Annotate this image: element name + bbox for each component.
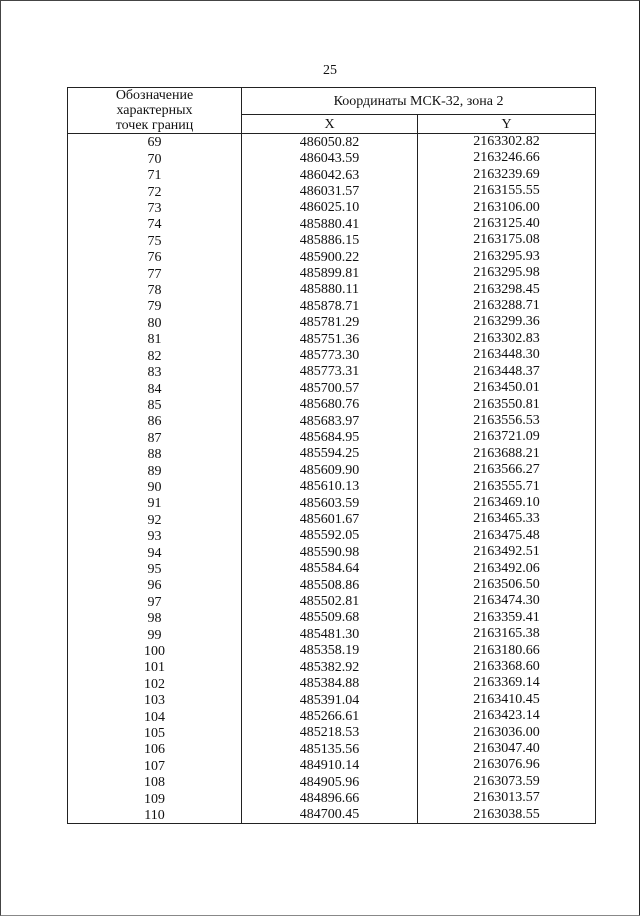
point-id-cell: 90 [68,479,242,495]
x-coordinate-cell: 485880.41 [242,216,418,232]
x-coordinate-cell: 485594.25 [242,446,418,462]
point-id-cell: 98 [68,610,242,626]
point-id-cell: 103 [68,692,242,708]
table-row [68,659,596,675]
x-coordinate-cell: 485773.30 [242,347,418,363]
x-coordinate-cell: 484910.14 [242,757,418,773]
y-coordinate-cell: 2163492.51 [418,544,596,560]
point-id-cell: 91 [68,495,242,511]
y-coordinate-cell: 2163465.33 [418,511,596,527]
point-id-cell: 93 [68,528,242,544]
table-row [68,593,596,609]
point-id-cell: 100 [68,643,242,659]
table-row [68,429,596,445]
table-row [68,643,596,659]
x-coordinate-cell: 484700.45 [242,807,418,824]
point-id-cell: 92 [68,511,242,527]
table-row [68,347,596,363]
point-id-cell: 75 [68,232,242,248]
x-coordinate-cell: 486042.63 [242,167,418,183]
y-coordinate-cell: 2163298.45 [418,282,596,298]
table-row [68,249,596,265]
y-column-header: Y [418,115,596,134]
x-coordinate-cell: 485502.81 [242,593,418,609]
table-row [68,774,596,790]
table-row [68,725,596,741]
y-coordinate-cell: 2163410.45 [418,692,596,708]
x-coordinate-cell: 485603.59 [242,495,418,511]
point-id-cell: 106 [68,741,242,757]
y-coordinate-cell: 2163450.01 [418,380,596,396]
point-id-cell: 88 [68,446,242,462]
x-coordinate-cell: 485508.86 [242,577,418,593]
table-row [68,626,596,642]
x-coordinate-cell: 485135.56 [242,741,418,757]
x-coordinate-cell: 485878.71 [242,298,418,314]
table-row [68,232,596,248]
x-coordinate-cell: 485751.36 [242,331,418,347]
point-id-cell: 70 [68,150,242,166]
y-coordinate-cell: 2163369.14 [418,675,596,691]
y-coordinate-cell: 2163047.40 [418,741,596,757]
point-id-cell: 84 [68,380,242,396]
x-coordinate-cell: 485684.95 [242,429,418,445]
point-id-cell: 96 [68,577,242,593]
point-id-cell: 102 [68,675,242,691]
table-row [68,265,596,281]
point-id-cell: 73 [68,200,242,216]
x-coordinate-cell: 485900.22 [242,249,418,265]
table-row [68,446,596,462]
y-coordinate-cell: 2163180.66 [418,643,596,659]
y-coordinate-cell: 2163469.10 [418,495,596,511]
point-id-cell: 81 [68,331,242,347]
x-coordinate-cell: 485584.64 [242,561,418,577]
x-coordinate-cell: 485683.97 [242,413,418,429]
point-id-cell: 87 [68,429,242,445]
y-coordinate-cell: 2163155.55 [418,183,596,199]
point-id-cell: 97 [68,593,242,609]
x-coordinate-cell: 485509.68 [242,610,418,626]
coordinate-system-header: Координаты МСК-32, зона 2 [242,88,596,115]
x-coordinate-cell: 485601.67 [242,511,418,527]
point-id-cell: 85 [68,397,242,413]
x-coordinate-cell: 485266.61 [242,708,418,724]
table-row [68,692,596,708]
table-row [68,675,596,691]
y-coordinate-cell: 2163246.66 [418,150,596,166]
table-row [68,331,596,347]
y-coordinate-cell: 2163299.36 [418,314,596,330]
x-coordinate-cell: 485218.53 [242,725,418,741]
point-header-line-2: характерных [116,103,193,118]
table-row [68,298,596,314]
y-coordinate-cell: 2163423.14 [418,708,596,724]
y-coordinate-cell: 2163302.82 [418,134,596,151]
table-row [68,462,596,478]
table-row [68,314,596,330]
table-row [68,479,596,495]
x-coordinate-cell: 485384.88 [242,675,418,691]
y-coordinate-cell: 2163550.81 [418,397,596,413]
table-row [68,610,596,626]
point-id-cell: 107 [68,757,242,773]
table-row [68,364,596,380]
table-row [68,741,596,757]
table-row [68,790,596,806]
y-coordinate-cell: 2163368.60 [418,659,596,675]
y-coordinate-cell: 2163506.50 [418,577,596,593]
y-coordinate-cell: 2163073.59 [418,774,596,790]
x-coordinate-cell: 485382.92 [242,659,418,675]
table-row [68,807,596,824]
y-coordinate-cell: 2163076.96 [418,757,596,773]
table-row [68,282,596,298]
table-row [68,397,596,413]
x-coordinate-cell: 485481.30 [242,626,418,642]
x-coordinate-cell: 485773.31 [242,364,418,380]
point-id-cell: 101 [68,659,242,675]
table-row [68,134,596,151]
x-coordinate-cell: 486025.10 [242,200,418,216]
x-coordinate-cell: 486031.57 [242,183,418,199]
y-coordinate-cell: 2163288.71 [418,298,596,314]
point-id-cell: 72 [68,183,242,199]
x-coordinate-cell: 485899.81 [242,265,418,281]
x-coordinate-cell: 485880.11 [242,282,418,298]
coordinates-table [67,87,596,824]
y-coordinate-cell: 2163125.40 [418,216,596,232]
point-id-cell: 110 [68,807,242,824]
y-coordinate-cell: 2163175.08 [418,232,596,248]
table-row [68,413,596,429]
point-id-cell: 69 [68,134,242,151]
table-row [68,577,596,593]
y-coordinate-cell: 2163475.48 [418,528,596,544]
table-row [68,150,596,166]
point-id-cell: 89 [68,462,242,478]
table-row [68,216,596,232]
x-coordinate-cell: 485680.76 [242,397,418,413]
y-coordinate-cell: 2163448.37 [418,364,596,380]
x-coordinate-cell: 485886.15 [242,232,418,248]
table-row [68,544,596,560]
y-coordinate-cell: 2163688.21 [418,446,596,462]
table-header [68,88,596,134]
point-id-cell: 82 [68,347,242,363]
point-id-cell: 80 [68,314,242,330]
point-designation-header [68,88,242,134]
y-coordinate-cell: 2163295.93 [418,249,596,265]
y-coordinate-cell: 2163556.53 [418,413,596,429]
x-coordinate-cell: 484905.96 [242,774,418,790]
point-id-cell: 71 [68,167,242,183]
point-id-cell: 76 [68,249,242,265]
y-coordinate-cell: 2163721.09 [418,429,596,445]
table-row [68,708,596,724]
point-id-cell: 77 [68,265,242,281]
y-coordinate-cell: 2163239.69 [418,167,596,183]
x-coordinate-cell: 485391.04 [242,692,418,708]
point-id-cell: 104 [68,708,242,724]
x-column-header: X [242,115,418,134]
y-coordinate-cell: 2163448.30 [418,347,596,363]
x-coordinate-cell: 484896.66 [242,790,418,806]
y-coordinate-cell: 2163474.30 [418,593,596,609]
point-id-cell: 86 [68,413,242,429]
table-row [68,511,596,527]
table-row [68,167,596,183]
y-coordinate-cell: 2163106.00 [418,200,596,216]
point-id-cell: 99 [68,626,242,642]
x-coordinate-cell: 485609.90 [242,462,418,478]
y-coordinate-cell: 2163492.06 [418,561,596,577]
x-coordinate-cell: 485610.13 [242,479,418,495]
table-body [68,134,596,824]
x-coordinate-cell: 485592.05 [242,528,418,544]
point-header-line-1: Обозначение [115,88,194,103]
table-row [68,495,596,511]
page-number: 25 [323,63,337,78]
y-coordinate-cell: 2163302.83 [418,331,596,347]
y-coordinate-cell: 2163566.27 [418,462,596,478]
point-id-cell: 78 [68,282,242,298]
point-id-cell: 108 [68,774,242,790]
y-coordinate-cell: 2163359.41 [418,610,596,626]
x-coordinate-cell: 485358.19 [242,643,418,659]
table-row [68,183,596,199]
y-coordinate-cell: 2163165.38 [418,626,596,642]
point-id-cell: 105 [68,725,242,741]
x-coordinate-cell: 485700.57 [242,380,418,396]
x-coordinate-cell: 485781.29 [242,314,418,330]
table-row [68,200,596,216]
point-id-cell: 94 [68,544,242,560]
y-coordinate-cell: 2163013.57 [418,790,596,806]
x-coordinate-cell: 485590.98 [242,544,418,560]
point-id-cell: 79 [68,298,242,314]
x-coordinate-cell: 486043.59 [242,150,418,166]
point-id-cell: 109 [68,790,242,806]
point-id-cell: 74 [68,216,242,232]
x-coordinate-cell: 486050.82 [242,134,418,151]
table-row [68,528,596,544]
y-coordinate-cell: 2163038.55 [418,807,596,824]
y-coordinate-cell: 2163295.98 [418,265,596,281]
table-row [68,561,596,577]
point-header-line-3: точек границ [115,118,194,133]
y-coordinate-cell: 2163555.71 [418,479,596,495]
table-row [68,380,596,396]
table-row [68,757,596,773]
point-id-cell: 83 [68,364,242,380]
y-coordinate-cell: 2163036.00 [418,725,596,741]
point-id-cell: 95 [68,561,242,577]
